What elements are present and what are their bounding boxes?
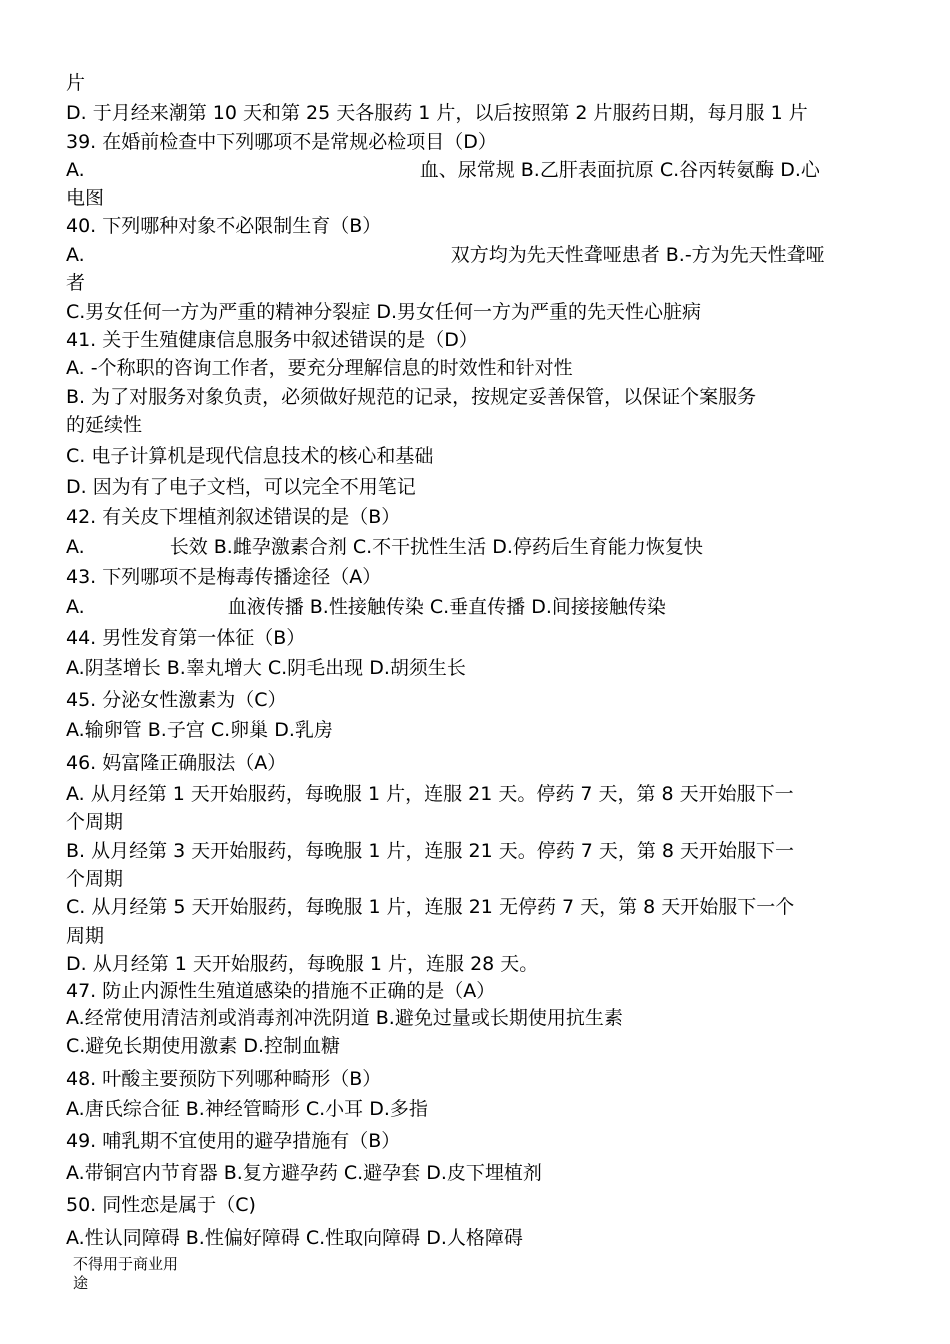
question-50: 50. 同性恋是属于（C): [66, 1194, 256, 1216]
footer-note: 途: [73, 1274, 89, 1292]
question-46: 46. 妈富隆正确服法（A）: [66, 752, 287, 774]
question-42: 42. 有关皮下埋植剂叙述错误的是（B）: [66, 506, 401, 528]
answer-line: A. 血液传播 B.性接触传染 C.垂直传播 D.间接接触传染: [66, 596, 666, 618]
answer-line: C.男女任何一方为严重的精神分裂症 D.男女任何一方为严重的先天性心脏病: [66, 301, 702, 323]
answer-line: B. 为了对服务对象负责，必须做好规范的记录，按规定妥善保管，以保证个案服务: [66, 386, 757, 408]
question-40: 40. 下列哪种对象不必限制生育（B）: [66, 215, 382, 237]
question-45: 45. 分泌女性激素为（C）: [66, 689, 287, 711]
question-47: 47. 防止内源性生殖道感染的措施不正确的是（A）: [66, 980, 496, 1002]
text-line: 者: [66, 272, 86, 294]
question-48: 48. 叶酸主要预防下列哪种畸形（B）: [66, 1068, 382, 1090]
footer-note: 不得用于商业用: [73, 1255, 179, 1273]
answer-line: A. 双方均为先天性聋哑患者 B.-方为先天性聋哑: [66, 244, 825, 266]
answer-line: A. 从月经第 1 天开始服药，每晚服 1 片，连服 21 天。停药 7 天，第 8 天开始服下一: [66, 783, 794, 805]
answer-line: C. 电子计算机是现代信息技术的核心和基础: [66, 445, 434, 467]
question-49: 49. 哺乳期不宜使用的避孕措施有（B）: [66, 1130, 401, 1152]
answer-line: A.唐氏综合征 B.神经管畸形 C.小耳 D.多指: [66, 1098, 428, 1120]
text-line: 片: [66, 72, 86, 94]
answer-line: A.性认同障碍 B.性偏好障碍 C.性取向障碍 D.人格障碍: [66, 1227, 523, 1249]
answer-line: C.避免长期使用激素 D.控制血糖: [66, 1035, 341, 1057]
text-line: D. 于月经来潮第 10 天和第 25 天各服药 1 片，以后按照第 2 片服药日期，每月服 1 片: [66, 102, 808, 124]
answer-line: B. 从月经第 3 天开始服药，每晚服 1 片，连服 21 天。停药 7 天，第 8 天开始服下一: [66, 840, 795, 862]
answer-line: A.阴茎增长 B.睾丸增大 C.阴毛出现 D.胡须生长: [66, 657, 466, 679]
question-43: 43. 下列哪项不是梅毒传播途径（A）: [66, 566, 382, 588]
text-line: 的延续性: [66, 414, 143, 436]
answer-line: D. 因为有了电子文档，可以完全不用笔记: [66, 476, 416, 498]
answer-line: A.经常使用清洁剂或消毒剂冲洗阴道 B.避免过量或长期使用抗生素: [66, 1007, 623, 1029]
question-39: 39. 在婚前检查中下列哪项不是常规必检项目（D）: [66, 131, 497, 153]
answer-line: D. 从月经第 1 天开始服药，每晚服 1 片，连服 28 天。: [66, 953, 539, 975]
answer-line: A. 长效 B.雌孕激素合剂 C.不干扰性生活 D.停药后生育能力恢复快: [66, 536, 703, 558]
text-line: 个周期: [66, 868, 124, 890]
answer-line: A. -个称职的咨询工作者，要充分理解信息的时效性和针对性: [66, 357, 573, 379]
answer-line: A. 血、尿常规 B.乙肝表面抗原 C.谷丙转氨酶 D.心: [66, 159, 820, 181]
answer-line: A.输卵管 B.子宫 C.卵巢 D.乳房: [66, 719, 333, 741]
question-41: 41. 关于生殖健康信息服务中叙述错误的是（D）: [66, 329, 478, 351]
answer-line: A.带铜宫内节育器 B.复方避孕药 C.避孕套 D.皮下埋植剂: [66, 1162, 542, 1184]
question-44: 44. 男性发育第一体征（B）: [66, 627, 306, 649]
text-line: 个周期: [66, 811, 124, 833]
answer-line: C. 从月经第 5 天开始服药，每晚服 1 片，连服 21 无停药 7 天，第 8 天开始服下一个: [66, 896, 795, 918]
text-line: 电图: [66, 187, 105, 209]
text-line: 周期: [66, 925, 105, 947]
